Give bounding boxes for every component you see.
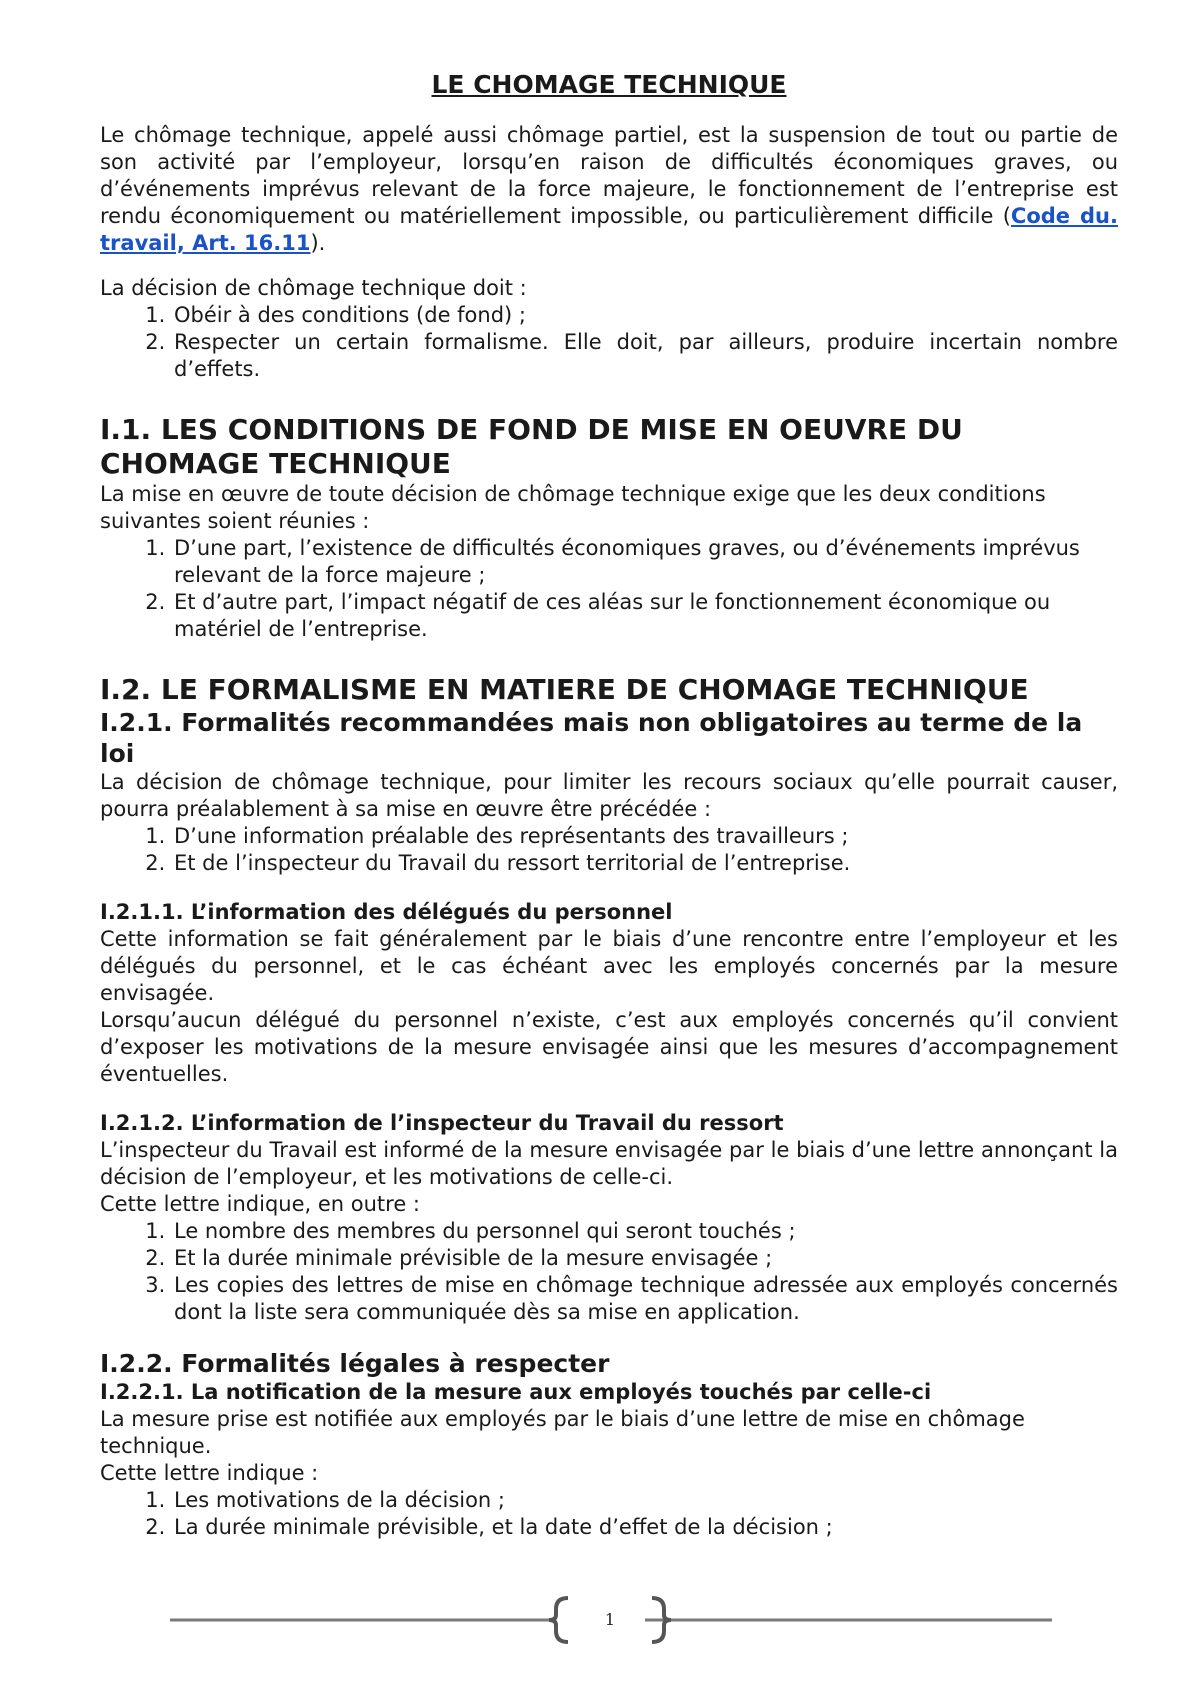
list-item: 1. Obéir à des conditions (de fond) ; [172,302,1118,329]
document-body [100,70,1118,1541]
list-item: 2. Et de l’inspecteur du Travail du ressort territorial de l’entreprise. [172,850,1118,877]
intro-paragraph [100,122,1118,257]
section-2-2-1-text-2: Cette lettre indique : [100,1461,319,1485]
section-2-1-list [100,823,1118,877]
list-item: 2. Et la durée minimale prévisible de la mesure envisagée ; [172,1245,1118,1272]
section-2-2-heading: I.2.2. Formalités légales à respecter [100,1349,610,1378]
list-item: 1. Les motivations de la décision ; [172,1487,1118,1514]
section-2-1-2-list [100,1218,1118,1326]
list-item: 2. La durée minimale prévisible, et la date d’effet de la décision ; [172,1514,1118,1541]
section-2-1-2-text-1: L’inspecteur du Travail est informé de la mesure envisagée par le biais d’une lettre annonçant la décision de l’employeur, et les motivations de celle-ci. [100,1138,1118,1189]
page-footer [0,1595,1200,1645]
left-brace-icon [549,1598,568,1642]
section-1-text: La mise en œuvre de toute décision de chômage technique exige que les deux conditions suivantes soient réunies : [100,482,1046,533]
section-2-heading: I.2. LE FORMALISME EN MATIERE DE CHOMAGE TECHNIQUE [100,673,1029,706]
list-item: 1. Le nombre des membres du personnel qui seront touchés ; [172,1218,1118,1245]
document-title: LE CHOMAGE TECHNIQUE [431,70,787,99]
section-2-1-heading: I.2.1. Formalités recommandées mais non obligatoires au terme de la loi [100,708,1083,768]
section-1-heading: I.1. LES CONDITIONS DE FOND DE MISE EN OEUVRE DU CHOMAGE TECHNIQUE [100,413,963,480]
list-item: 1. D’une part, l’existence de difficultés économiques graves, ou d’événements imprévus relevant de la force majeure ; [172,535,1118,589]
list-item: 1. D’une information préalable des représentants des travailleurs ; [172,823,1118,850]
section-2-1-2-heading: I.2.1.2. L’information de l’inspecteur du Travail du ressort [100,1111,784,1135]
intro-text-end: ). [310,231,326,255]
section-2-2-1-list [100,1487,1118,1541]
list-item: 3. Les copies des lettres de mise en chômage technique adressée aux employés concernés dont la liste sera communiquée dès sa mise en application. [172,1272,1118,1326]
section-2-2-1-heading: I.2.2.1. La notification de la mesure aux employés touchés par celle-ci [100,1380,932,1404]
code-travail-link[interactable]: Code du. travail, Art. 16.11 [100,204,1118,255]
section-2-1-1-text-2: Lorsqu’aucun délégué du personnel n’existe, c’est aux employés concernés qu’il convient d’exposer les motivations de la mesure envisagée ainsi que les mesures d’accompagnement éventuelles. [100,1008,1118,1086]
intro-text: Le chômage technique, appelé aussi chômage partiel, est la suspension de tout ou partie de son activité par l’employeur, lorsqu’en raison de difficultés économiques graves, ou d’événements imprévus relevant de la force majeure, le fonctionnement de l’entreprise est rendu économiquement ou matériellement impossible, ou particulièrement difficile ( [100,123,1118,228]
list-item: 2. Respecter un certain formalisme. Elle doit, par ailleurs, produire incertain nombre d’effets. [172,329,1118,383]
section-1-list [100,535,1118,643]
section-2-2-1-text-1: La mesure prise est notifiée aux employés par le biais d’une lettre de mise en chômage technique. [100,1407,1025,1458]
section-2-1-1-text-1: Cette information se fait généralement par le biais d’une rencontre entre l’employeur et les délégués du personnel, et le cas échéant avec les employés concernés par la mesure envisagée. [100,927,1118,1005]
decision-list [100,302,1118,383]
footer-ornament [0,1595,1200,1645]
section-2-1-2-text-2: Cette lettre indique, en outre : [100,1192,420,1216]
section-2-1-text: La décision de chômage technique, pour limiter les recours sociaux qu’elle pourrait causer, pourra préalablement à sa mise en œuvre être précédée : [100,770,1118,821]
section-2-1-1-heading: I.2.1.1. L’information des délégués du personnel [100,900,673,924]
decision-lead: La décision de chômage technique doit : [100,276,527,300]
list-item: 2. Et d’autre part, l’impact négatif de ces aléas sur le fonctionnement économique ou matériel de l’entreprise. [172,589,1118,643]
page-number: 1 [604,1610,616,1629]
